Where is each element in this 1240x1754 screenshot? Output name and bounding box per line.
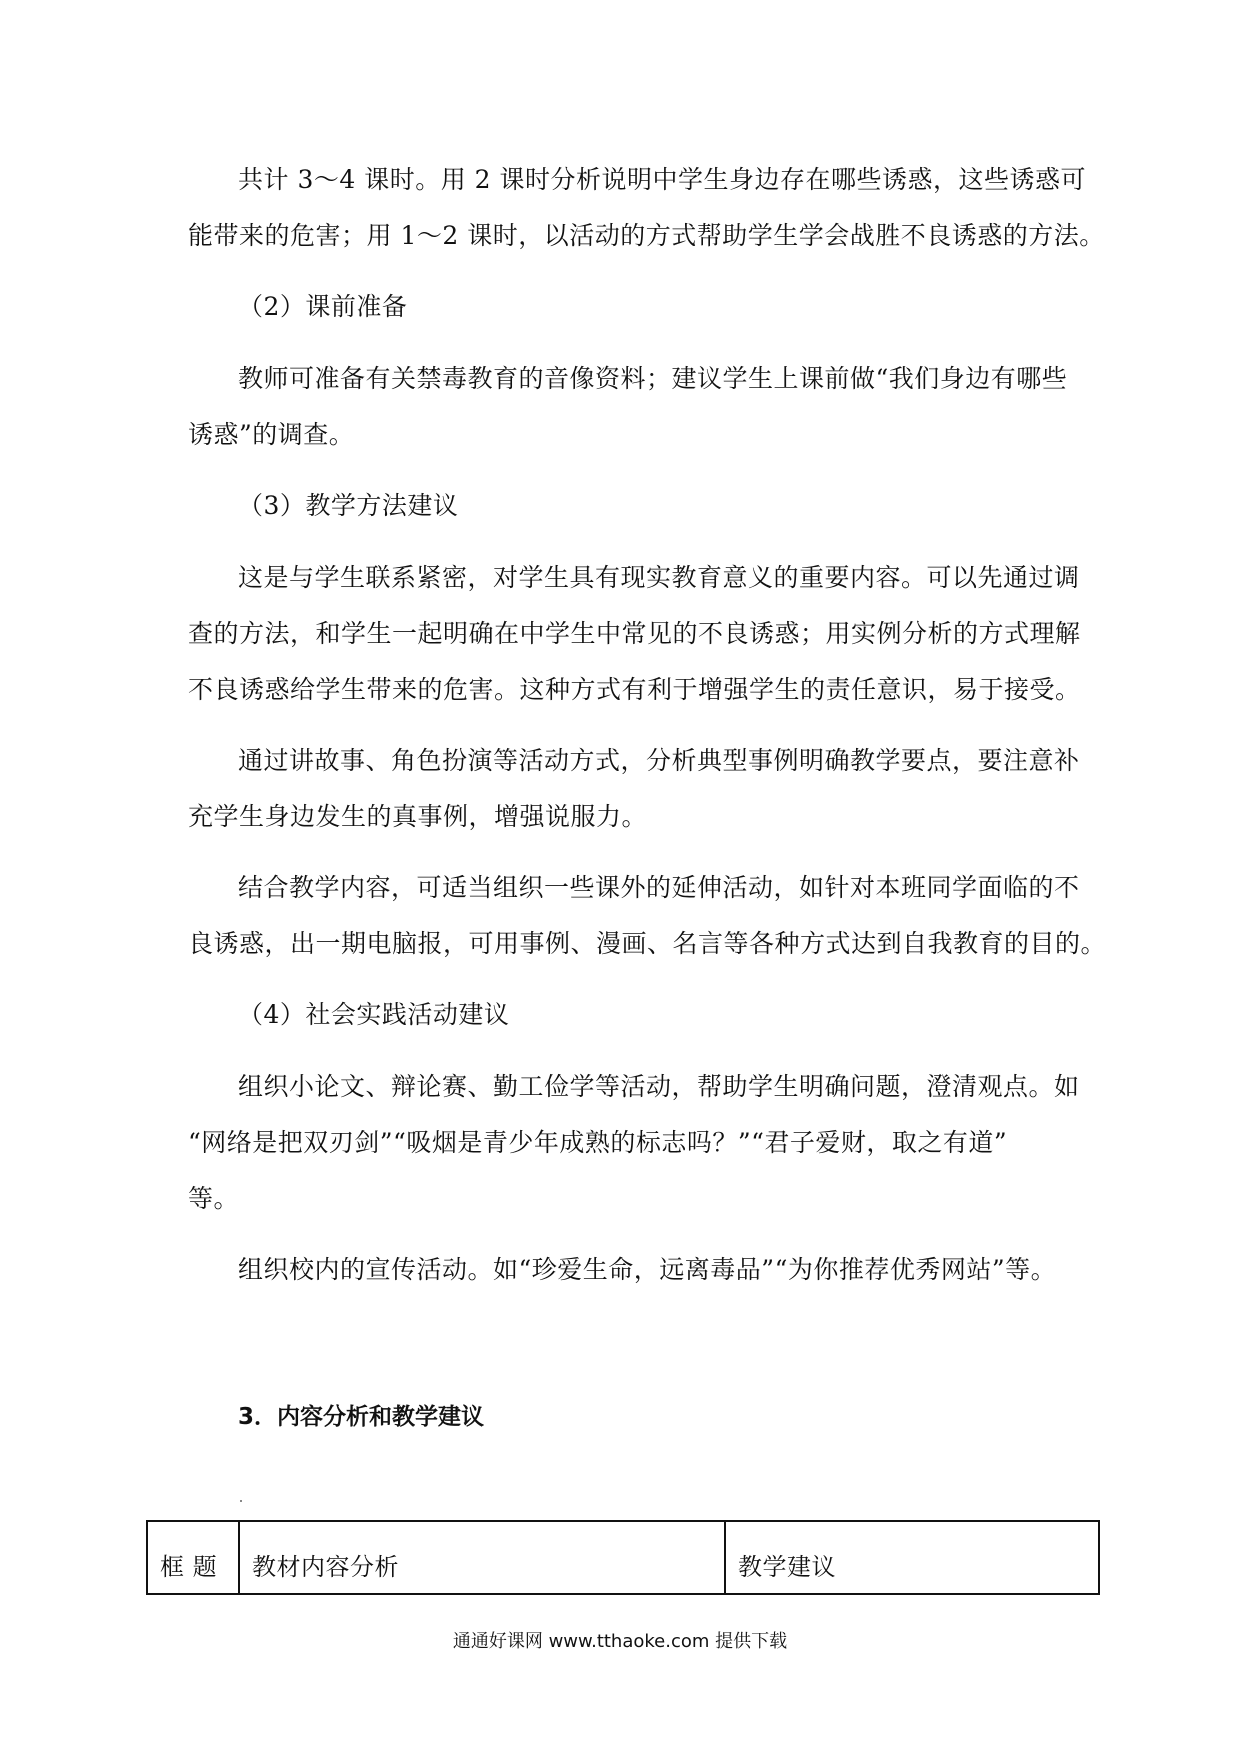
subheading: （3）教学方法建议 bbox=[238, 491, 459, 520]
page-footer: 通通好课网 www.tthaoke.com 提供下载 bbox=[452, 1631, 788, 1652]
table-header-row bbox=[147, 1521, 1099, 1594]
table-header-cell: 教学建议 bbox=[725, 1521, 1099, 1594]
table-header-cell: 教材内容分析 bbox=[239, 1521, 725, 1594]
text-line: 教师可准备有关禁毒教育的音像资料；建议学生上课前做“我们身边有哪些 bbox=[238, 364, 1068, 393]
content-analysis-table bbox=[146, 1520, 1100, 1595]
text-line: 组织校内的宣传活动。如“珍爱生命，远离毒品”“为你推荐优秀网站”等。 bbox=[238, 1255, 1057, 1284]
text-line: 良诱惑，出一期电脑报，可用事例、漫画、名言等各种方式达到自我教育的目的。 bbox=[188, 929, 1107, 958]
text-line: 这是与学生联系紧密，对学生具有现实教育意义的重要内容。可以先通过调 bbox=[238, 563, 1080, 592]
text-line: 等。 bbox=[188, 1184, 240, 1213]
stray-mark bbox=[240, 1500, 242, 1502]
text-line: 不良诱惑给学生带来的危害。这种方式有利于增强学生的责任意识，易于接受。 bbox=[188, 675, 1081, 704]
text-line: 查的方法，和学生一起明确在中学生中常见的不良诱惑；用实例分析的方式理解 bbox=[188, 619, 1081, 648]
text-line: 诱惑”的调查。 bbox=[188, 420, 355, 449]
text-line: “网络是把双刃剑”“吸烟是青少年成熟的标志吗？”“君子爱财，取之有道” bbox=[188, 1128, 1008, 1157]
text-line: 组织小论文、辩论赛、勤工俭学等活动，帮助学生明确问题，澄清观点。如 bbox=[238, 1072, 1080, 1101]
table-header-cell: 框 题 bbox=[147, 1521, 239, 1594]
section-heading: 3．内容分析和教学建议 bbox=[238, 1404, 485, 1430]
text-line: 共计 3～4 课时。用 2 课时分析说明中学生身边存在哪些诱惑，这些诱惑可 bbox=[238, 165, 1087, 194]
text-line: 能带来的危害；用 1～2 课时，以活动的方式帮助学生学会战胜不良诱惑的方法。 bbox=[188, 221, 1105, 250]
text-line: 通过讲故事、角色扮演等活动方式，分析典型事例明确教学要点，要注意补 bbox=[238, 746, 1080, 775]
subheading: （4）社会实践活动建议 bbox=[238, 1000, 510, 1029]
subheading: （2）课前准备 bbox=[238, 292, 408, 321]
text-line: 结合教学内容，可适当组织一些课外的延伸活动，如针对本班同学面临的不 bbox=[238, 873, 1080, 902]
text-line: 充学生身边发生的真事例，增强说服力。 bbox=[188, 802, 648, 831]
